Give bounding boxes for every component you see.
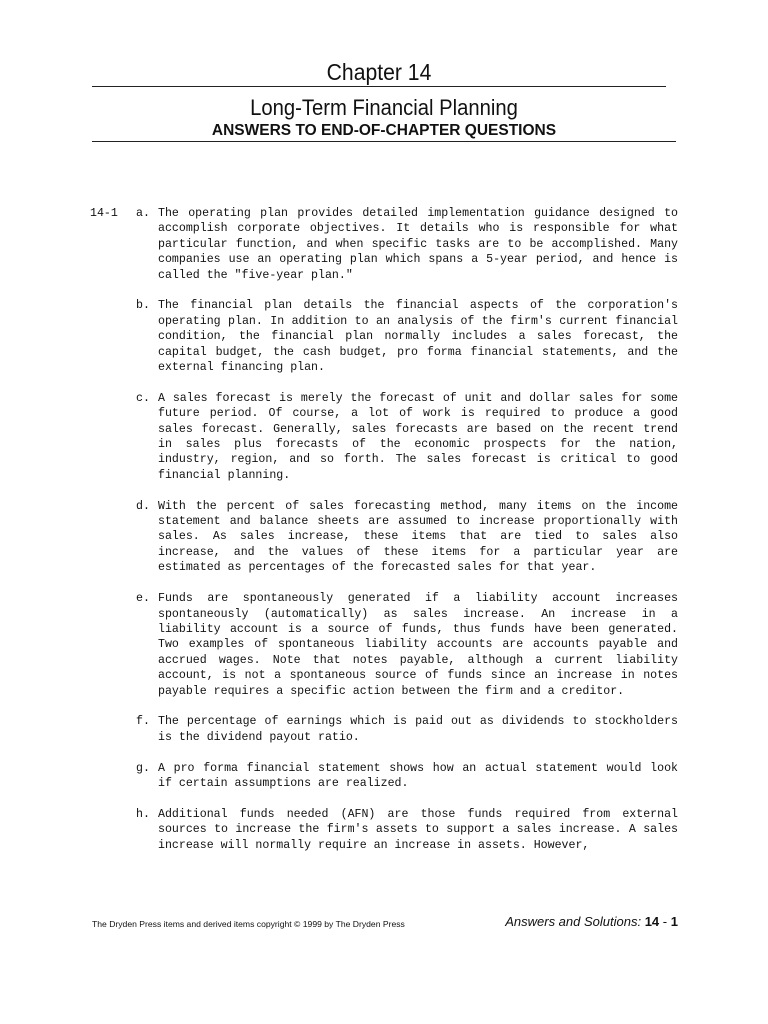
answer-item (90, 591, 690, 699)
item-text: A sales forecast is merely the forecast of unit and dollar sales for some future period. Of course, a lot of work is required to produce a good sales forecast. Generally, sales forecasts are based on the recent trend in sales plus forecasts of the economic prospects for the nation, industry, region, and so forth. The sales forecast is critical to good financial planning. (158, 391, 678, 482)
chapter-title: Chapter 14 (326, 59, 432, 85)
item-text: The operating plan provides detailed implementation guidance designed to accomplish corporate objectives. It details who is responsible for what particular function, and when specific tasks are to be accomplished. Many companies use an operating plan which spans a 5-year period, and hence is called the "five-year plan." (158, 207, 678, 282)
footer-label: Answers and Solutions: (505, 914, 642, 929)
item-letter: e. (136, 592, 150, 606)
item-letter: f. (136, 715, 150, 729)
answer-item (90, 391, 690, 483)
answer-item (90, 807, 690, 853)
section-heading: ANSWERS TO END-OF-CHAPTER QUESTIONS (211, 122, 557, 139)
chapter-subtitle: Long-Term Financial Planning (250, 95, 518, 120)
item-text: Funds are spontaneously generated if a liability account increases spontaneously (automatically) as sales increase. An increase in a liability account is a source of funds, thus funds have been generated. Two examples of spontaneous liability accounts are accounts payable and accrued wages. Note that notes payable, although a current liability account, is not a spontaneous source of funds since an increase in notes payable requires a specific action between the firm and a creditor. (158, 592, 678, 698)
copyright-notice: The Dryden Press items and derived items copyright © 1999 by The Dryden Press (92, 919, 405, 929)
answer-item (90, 499, 690, 576)
item-letter: a. (136, 207, 150, 220)
footer-separator: - (662, 914, 668, 929)
footer-chapter-number: 14 (644, 914, 660, 929)
item-text: A pro forma financial statement shows how an actual statement would look if certain assumptions are realized. (158, 761, 678, 790)
page-footer (505, 914, 678, 930)
item-text: With the percent of sales forecasting method, many items on the income statement and balance sheets are assumed to increase proportionally with sales. As sales increase, these items that are tied to sales also increase, and the values of these items for a particular year are estimated as percentages of the forecasted sales for that year. (158, 499, 678, 575)
question-block (90, 206, 690, 868)
item-letter: g. (136, 761, 150, 775)
heading-rule (92, 141, 676, 142)
answer-item (90, 298, 690, 375)
title-rule (92, 86, 666, 87)
answer-item (90, 206, 690, 283)
item-letter: h. (136, 807, 150, 821)
item-letter: d. (136, 499, 150, 513)
item-text: Additional funds needed (AFN) are those funds required from external sources to increase the firm's assets to support a sales increase. A sales increase will normally require an increase in assets. However, (158, 807, 678, 852)
item-letter: c. (136, 391, 150, 405)
answer-item (90, 761, 690, 792)
question-number: 14-1 (90, 207, 118, 220)
item-text: The percentage of earnings which is paid out as dividends to stockholders is the dividend payout ratio. (158, 715, 678, 744)
item-text: The financial plan details the financial aspects of the corporation's operating plan. In addition to an analysis of the firm's current financial condition, the financial plan normally includes a sales forecast, the capital budget, the cash budget, pro forma financial statements, and the external financing plan. (158, 299, 678, 375)
answer-item (90, 714, 690, 745)
footer-page-number: 1 (670, 914, 678, 929)
item-letter: b. (136, 299, 150, 313)
